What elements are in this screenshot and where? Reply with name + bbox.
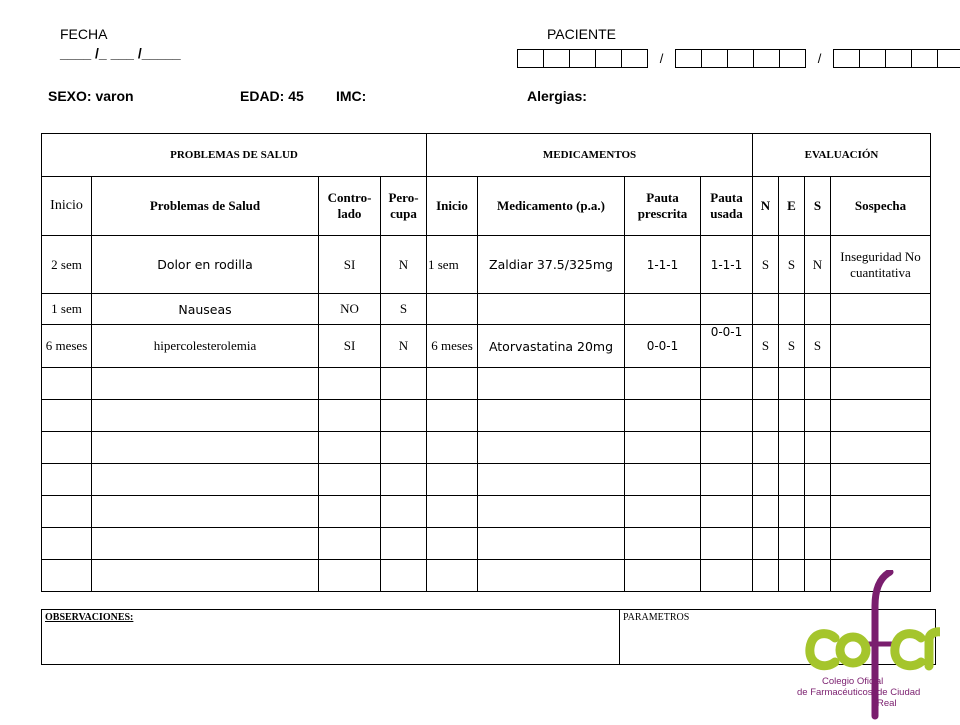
cell-empty[interactable]	[625, 368, 701, 400]
cell-empty[interactable]	[381, 496, 427, 528]
cell-n[interactable]	[753, 294, 779, 325]
cell-empty[interactable]	[319, 528, 381, 560]
table-row	[42, 400, 931, 432]
cell-empty[interactable]	[831, 464, 931, 496]
cell-empty[interactable]	[805, 496, 831, 528]
id-box[interactable]	[569, 49, 595, 68]
id-box[interactable]	[779, 49, 806, 68]
id-box[interactable]	[621, 49, 648, 68]
cell-inicio[interactable]: 6 meses	[42, 325, 92, 368]
col-e: E	[779, 177, 805, 236]
cell-inicio[interactable]: 2 sem	[42, 236, 92, 294]
cell-empty[interactable]	[831, 400, 931, 432]
cell-empty[interactable]	[805, 464, 831, 496]
section-medicamentos: MEDICAMENTOS	[427, 134, 753, 177]
cell-empty[interactable]	[319, 432, 381, 464]
cell-medicamento[interactable]: Atorvastatina 20mg	[478, 325, 625, 368]
section-header-row	[42, 134, 931, 177]
paciente-label: PACIENTE	[547, 26, 616, 42]
cell-empty[interactable]	[319, 496, 381, 528]
table-row	[42, 496, 931, 528]
cell-empty[interactable]	[478, 560, 625, 592]
cell-empty[interactable]	[701, 368, 753, 400]
id-separator: /	[817, 51, 822, 66]
cell-pauta-prescrita[interactable]	[625, 294, 701, 325]
col-n: N	[753, 177, 779, 236]
cell-empty[interactable]	[92, 400, 319, 432]
table-row	[42, 432, 931, 464]
cell-empty[interactable]	[42, 528, 92, 560]
cell-empty[interactable]	[42, 368, 92, 400]
cell-empty[interactable]	[427, 496, 478, 528]
cell-empty[interactable]	[478, 528, 625, 560]
cell-n[interactable]: S	[753, 236, 779, 294]
id-box[interactable]	[701, 49, 727, 68]
cell-empty[interactable]	[831, 368, 931, 400]
cell-pauta-usada[interactable]	[701, 294, 753, 325]
cell-empty[interactable]	[779, 464, 805, 496]
edad-field: EDAD: 45	[240, 88, 304, 104]
table-row	[42, 294, 931, 325]
cell-preocupa[interactable]: N	[381, 325, 427, 368]
cell-empty[interactable]	[92, 496, 319, 528]
cell-empty[interactable]	[427, 368, 478, 400]
fecha-blank[interactable]: ____ /_ ___ /_____	[60, 45, 181, 61]
cell-empty[interactable]	[478, 400, 625, 432]
cell-empty[interactable]	[319, 560, 381, 592]
cell-empty[interactable]	[701, 464, 753, 496]
cell-e[interactable]: S	[779, 236, 805, 294]
id-separator: /	[659, 51, 664, 66]
col-pauta-usada: Pauta usada	[701, 177, 753, 236]
cell-empty[interactable]	[753, 400, 779, 432]
cell-inicio[interactable]: 1 sem	[42, 294, 92, 325]
cell-empty[interactable]	[625, 528, 701, 560]
col-pauta-prescrita: Pauta prescrita	[625, 177, 701, 236]
id-box[interactable]	[517, 49, 543, 68]
col-controlado: Contro-lado	[319, 177, 381, 236]
section-problemas: PROBLEMAS DE SALUD	[42, 134, 427, 177]
cell-empty[interactable]	[831, 432, 931, 464]
cell-pauta-usada[interactable]: 0-0-1	[701, 325, 753, 368]
cell-medicamento[interactable]	[478, 294, 625, 325]
cell-problema[interactable]: hipercolesterolemia	[92, 325, 319, 368]
cell-e[interactable]	[779, 294, 805, 325]
cell-preocupa[interactable]: S	[381, 294, 427, 325]
id-box[interactable]	[911, 49, 937, 68]
cell-empty[interactable]	[779, 368, 805, 400]
table-row	[42, 368, 931, 400]
cell-controlado[interactable]: SI	[319, 236, 381, 294]
cell-pauta-usada[interactable]: 1-1-1	[701, 236, 753, 294]
cell-empty[interactable]	[753, 496, 779, 528]
cofcr-logo	[795, 570, 940, 720]
section-evaluacion: EVALUACIÓN	[753, 134, 931, 177]
id-box[interactable]	[859, 49, 885, 68]
cell-empty[interactable]	[478, 432, 625, 464]
cell-problema[interactable]: Dolor en rodilla	[92, 236, 319, 294]
cell-e[interactable]: S	[779, 325, 805, 368]
cell-pauta-prescrita[interactable]: 0-0-1	[625, 325, 701, 368]
observaciones-label[interactable]: OBSERVACIONES:	[42, 610, 620, 664]
id-box[interactable]	[885, 49, 911, 68]
cell-empty[interactable]	[319, 368, 381, 400]
cell-empty[interactable]	[701, 432, 753, 464]
cell-empty[interactable]	[779, 528, 805, 560]
cell-sospecha[interactable]	[831, 325, 931, 368]
col-medicamento: Medicamento (p.a.)	[478, 177, 625, 236]
cell-empty[interactable]	[478, 368, 625, 400]
id-box[interactable]	[753, 49, 779, 68]
cell-empty[interactable]	[478, 496, 625, 528]
cell-empty[interactable]	[753, 528, 779, 560]
cell-empty[interactable]	[92, 464, 319, 496]
logo-line-1: Colegio Oficial	[822, 676, 884, 687]
health-problems-table	[41, 133, 931, 592]
cell-empty[interactable]	[92, 560, 319, 592]
id-box[interactable]	[675, 49, 701, 68]
cell-empty[interactable]	[779, 400, 805, 432]
cell-empty[interactable]	[427, 400, 478, 432]
cell-empty[interactable]	[42, 464, 92, 496]
cell-empty[interactable]	[831, 496, 931, 528]
cell-empty[interactable]	[42, 560, 92, 592]
imc-field: IMC:	[336, 88, 367, 104]
cell-empty[interactable]	[831, 528, 931, 560]
cell-empty[interactable]	[427, 528, 478, 560]
cell-empty[interactable]	[381, 560, 427, 592]
cell-s[interactable]	[805, 294, 831, 325]
cell-empty[interactable]	[779, 432, 805, 464]
cell-empty[interactable]	[805, 400, 831, 432]
cell-sospecha[interactable]: Inseguridad No cuantitativa	[831, 236, 931, 294]
id-box[interactable]	[833, 49, 859, 68]
cell-empty[interactable]	[625, 432, 701, 464]
cell-inicio-med[interactable]	[427, 294, 478, 325]
cell-s[interactable]: S	[805, 325, 831, 368]
cell-empty[interactable]	[753, 368, 779, 400]
column-header-row	[42, 177, 931, 236]
cell-pauta-prescrita[interactable]: 1-1-1	[625, 236, 701, 294]
cell-empty[interactable]	[701, 528, 753, 560]
table-row	[42, 528, 931, 560]
cell-empty[interactable]	[753, 560, 779, 592]
cell-s[interactable]: N	[805, 236, 831, 294]
cell-empty[interactable]	[779, 496, 805, 528]
id-box[interactable]	[727, 49, 753, 68]
col-preocupa: Pero-cupa	[381, 177, 427, 236]
cell-empty[interactable]	[427, 464, 478, 496]
logo-line-3: de Ciudad Real	[877, 687, 921, 709]
cell-preocupa[interactable]: N	[381, 236, 427, 294]
col-inicio: Inicio	[42, 177, 92, 236]
col-inicio-med: Inicio	[427, 177, 478, 236]
cell-empty[interactable]	[701, 560, 753, 592]
cell-empty[interactable]	[427, 432, 478, 464]
table-row	[42, 464, 931, 496]
cell-empty[interactable]	[42, 432, 92, 464]
cell-empty[interactable]	[319, 464, 381, 496]
parametros-label[interactable]: PARAMETROS	[623, 612, 690, 623]
cell-empty[interactable]	[381, 432, 427, 464]
cell-n[interactable]: S	[753, 325, 779, 368]
cell-inicio-med[interactable]: 1 sem	[427, 236, 478, 294]
cell-empty[interactable]	[92, 432, 319, 464]
id-box[interactable]	[937, 49, 960, 68]
cell-empty[interactable]	[701, 400, 753, 432]
cell-empty[interactable]	[381, 368, 427, 400]
col-problemas: Problemas de Salud	[92, 177, 319, 236]
cell-empty[interactable]	[42, 400, 92, 432]
col-s: S	[805, 177, 831, 236]
cell-empty[interactable]	[319, 400, 381, 432]
table-row	[42, 236, 931, 294]
cell-empty[interactable]	[92, 528, 319, 560]
cell-inicio-med[interactable]: 6 meses	[427, 325, 478, 368]
cell-empty[interactable]	[625, 400, 701, 432]
id-box[interactable]	[595, 49, 621, 68]
cell-sospecha[interactable]	[831, 294, 931, 325]
cell-empty[interactable]	[381, 400, 427, 432]
cell-controlado[interactable]: NO	[319, 294, 381, 325]
cell-medicamento[interactable]: Zaldiar 37.5/325mg	[478, 236, 625, 294]
cell-empty[interactable]	[701, 496, 753, 528]
cell-empty[interactable]	[92, 368, 319, 400]
cell-empty[interactable]	[805, 368, 831, 400]
alergias-field: Alergias:	[527, 88, 587, 104]
cell-empty[interactable]	[478, 464, 625, 496]
patient-id-boxes[interactable]	[517, 49, 960, 68]
cell-empty[interactable]	[427, 560, 478, 592]
sexo-field: SEXO: varon	[48, 88, 134, 104]
table-row	[42, 325, 931, 368]
cell-empty[interactable]	[753, 464, 779, 496]
cell-empty[interactable]	[381, 528, 427, 560]
cell-empty[interactable]	[381, 464, 427, 496]
logo-line-2: de Farmacéuticos	[797, 687, 873, 698]
col-sospecha: Sospecha	[831, 177, 931, 236]
cell-problema[interactable]: Nauseas	[92, 294, 319, 325]
cell-empty[interactable]	[42, 496, 92, 528]
cell-empty[interactable]	[625, 464, 701, 496]
cell-empty[interactable]	[625, 560, 701, 592]
cell-controlado[interactable]: SI	[319, 325, 381, 368]
cell-empty[interactable]	[625, 496, 701, 528]
cell-empty[interactable]	[753, 432, 779, 464]
fecha-label: FECHA	[60, 26, 108, 42]
id-box[interactable]	[543, 49, 569, 68]
cell-empty[interactable]	[805, 432, 831, 464]
cell-empty[interactable]	[805, 528, 831, 560]
